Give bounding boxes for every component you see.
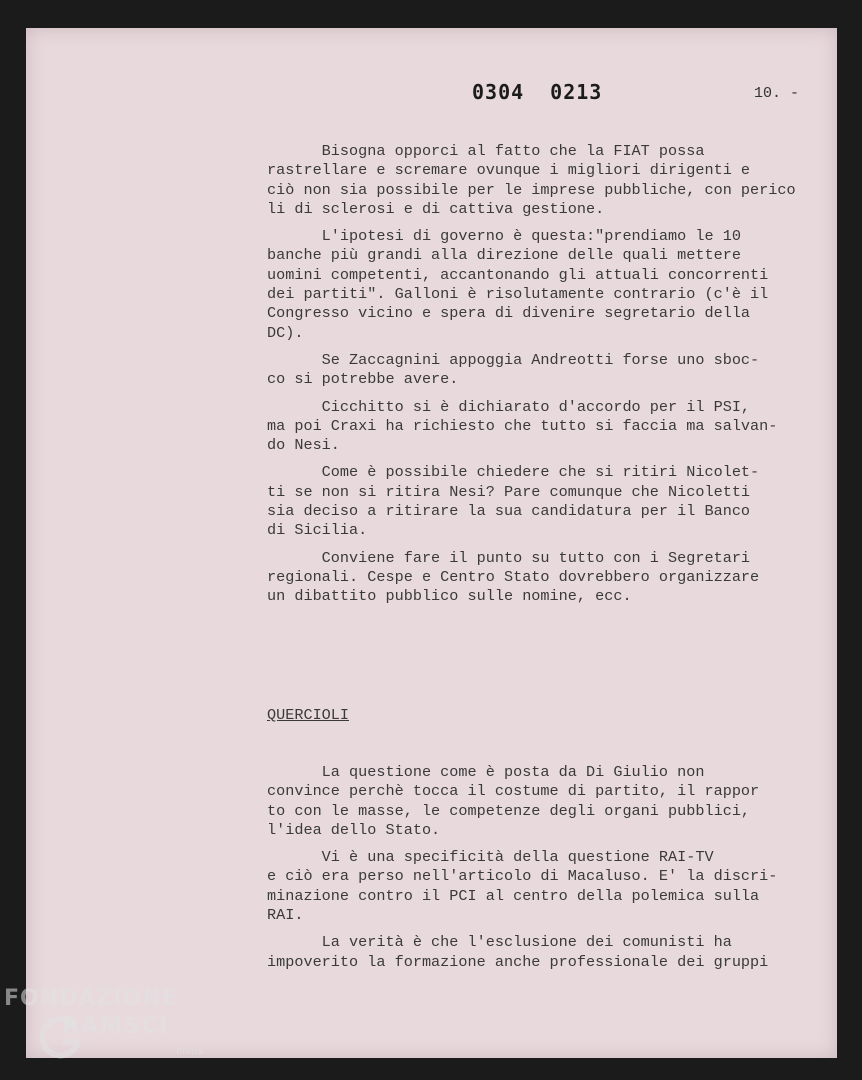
page-number: 10. - [754, 85, 800, 102]
fondazione-gramsci-watermark [4, 986, 219, 1076]
paragraph: Se Zaccagnini appoggia Andreotti forse uno sboc- co si potrebbe avere. [267, 350, 760, 389]
section-body-2 [267, 763, 827, 980]
doc-number-right: 0213 [550, 80, 603, 104]
section-body-1 [267, 142, 827, 615]
watermark-line-3: onlus [176, 1046, 203, 1057]
paragraph: L'ipotesi di governo è questa:"prendiamo le 10 banche più grandi alla direzione delle quali mettere uomini competenti, accantonando gli attuali concorrenti dei partiti". Galloni è risolutamente contrario (c'è il Congresso vicino e spera di divenire segretario della DC). [267, 227, 769, 342]
section-heading: QUERCIOLI [267, 706, 350, 724]
doc-number-left: 0304 [472, 80, 525, 104]
document-page [26, 28, 837, 1058]
watermark-line-2: RAMSCI [62, 1014, 171, 1039]
paragraph: Vi è una specificità della questione RAI-TV e ciò era perso nell'articolo di Macaluso. E' la discri- minazione contro il PCI al centro della polemica sulla RAI. [267, 848, 778, 925]
paragraph: Come è possibile chiedere che si ritiri Nicolet- ti se non si ritira Nesi? Pare comunque che Nicoletti sia deciso a ritirare la sua candidatura per il Banco di Sicilia. [267, 463, 760, 540]
paragraph: Conviene fare il punto su tutto con i Segretari regionali. Cespe e Centro Stato dovrebbero organizzare un dibattito pubblico sulle nomine, ecc. [267, 548, 760, 606]
paragraph: La questione come è posta da Di Giulio non convince perchè tocca il costume di partito, il rappor to con le masse, le competenze degli organi pubblici, l'idea dello Stato. [267, 763, 760, 839]
document-number [472, 80, 628, 104]
paragraph: Bisogna opporci al fatto che la FIAT possa rastrellare e scremare ovunque i migliori dirigenti e ciò non sia possibile per le imprese pubbliche, con perico li di sclerosi e di cattiva gestione. [267, 142, 796, 218]
watermark-line-1: FONDAZIONE [4, 986, 178, 1011]
paragraph: Cicchitto si è dichiarato d'accordo per il PSI, ma poi Craxi ha richiesto che tutto si faccia ma salvan- do Nesi. [267, 397, 778, 455]
paragraph: La verità è che l'esclusione dei comunisti ha impoverito la formazione anche professionale dei gruppi [267, 933, 769, 971]
